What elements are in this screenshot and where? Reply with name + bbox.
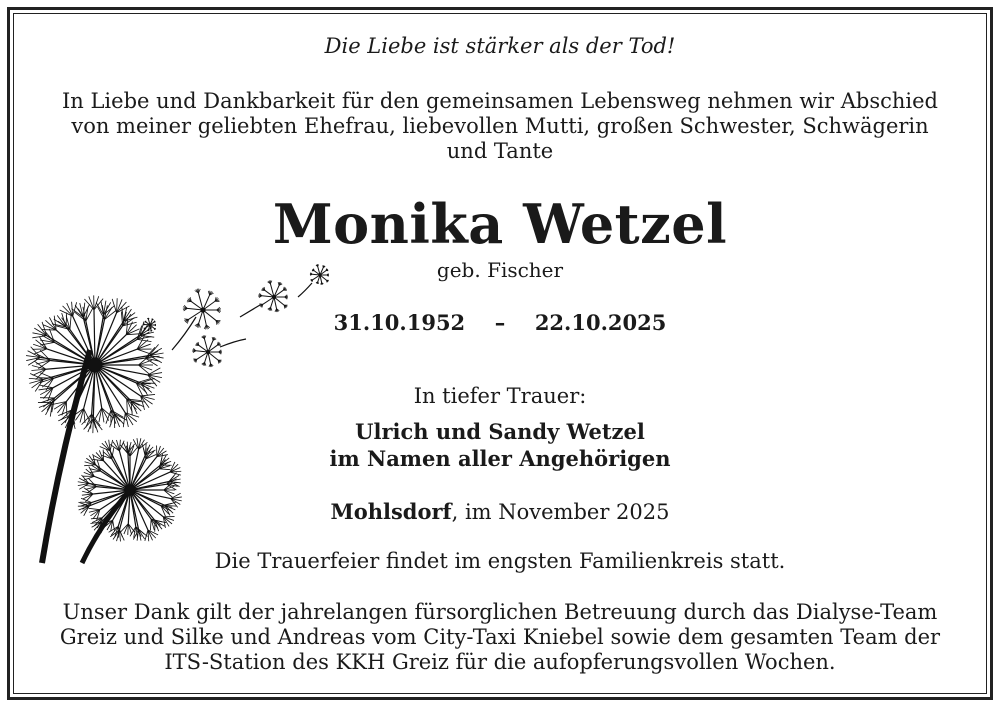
thanks-line: Unser Dank gilt der jahrelangen fürsorglichen Betreuung durch das Dialyse-Team	[62, 600, 938, 624]
intro-line: und Tante	[446, 139, 554, 163]
date-separator: –	[494, 310, 506, 335]
motto: Die Liebe ist stärker als der Tod!	[324, 34, 676, 58]
thanks-line: ITS-Station des KKH Greiz für die aufopferungsvollen Wochen.	[164, 650, 836, 674]
mourner-line: Ulrich und Sandy Wetzel	[355, 419, 645, 444]
deceased-name: Monika Wetzel	[272, 192, 728, 256]
maiden-name: geb. Fischer	[436, 258, 564, 282]
intro-line: von meiner geliebten Ehefrau, liebevollen Mutti, großen Schwester, Schwägerin	[71, 114, 929, 138]
intro-line: In Liebe und Dankbarkeit für den gemeinsamen Lebensweg nehmen wir Abschied	[61, 89, 938, 113]
thanks-line: Greiz und Silke und Andreas vom City-Taxi Kniebel sowie dem gesamten Team der	[59, 625, 941, 649]
funeral-note: Die Trauerfeier findet im engsten Familienkreis statt.	[214, 549, 786, 573]
intro-text	[0, 89, 1000, 164]
grief-label: In tiefer Trauer:	[413, 384, 587, 408]
date-text: , im November 2025	[451, 500, 670, 524]
thanks-text	[0, 600, 1000, 675]
death-date: 22.10.2025	[534, 310, 667, 335]
dandelion-icon	[20, 255, 340, 575]
birth-date: 31.10.1952	[333, 310, 466, 335]
place: Mohlsdorf	[330, 499, 452, 524]
mourner-line: im Namen aller Angehörigen	[329, 446, 671, 471]
